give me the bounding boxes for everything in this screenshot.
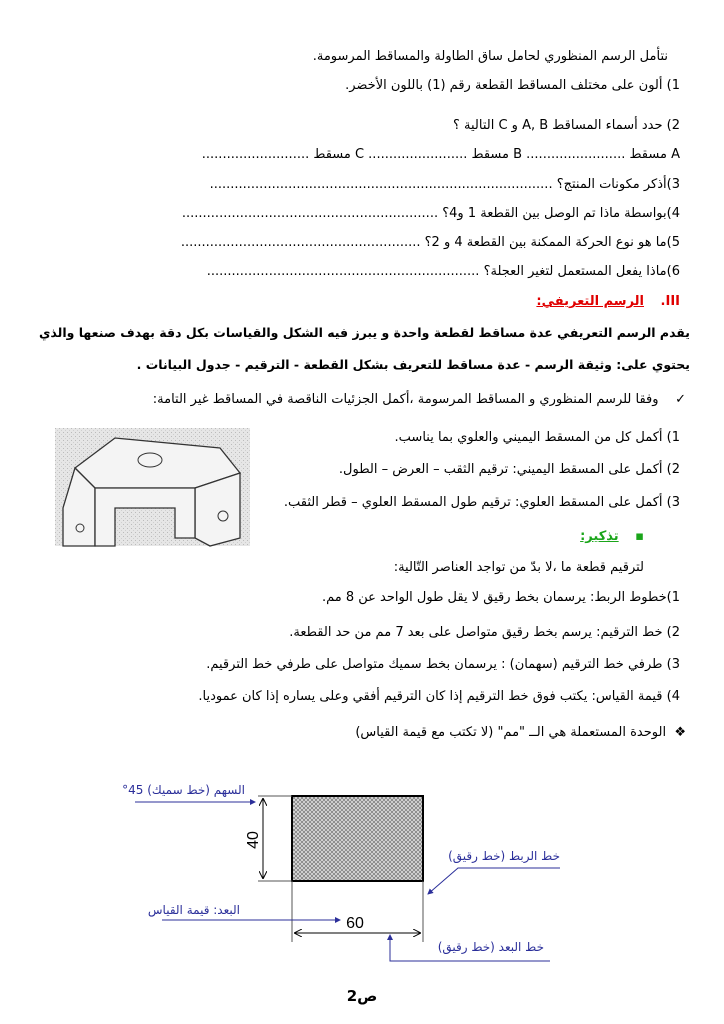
question-3[interactable]: 3)أذكر مكونات المنتج؟ ...................................................................................: [209, 177, 680, 192]
task-3: 3) أكمل على المسقط العلوي: ترقيم طول المسقط العلوي – قطر الثقب.: [283, 495, 680, 510]
page-number: ص2: [346, 987, 378, 1005]
intro-text: نتأمل الرسم المنظوري لحامل ساق الطاولة والمساقط المرسومة.: [312, 49, 668, 64]
width-value: 60: [346, 915, 364, 932]
reminder-item-1: 1)خطوط الربط: يرسمان بخط رقيق لا يقل طول الواحد عن 8 مم.: [321, 590, 680, 605]
extension-line-label: خط الربط (خط رقيق): [448, 849, 560, 863]
bullet-icon: ▪: [635, 529, 644, 544]
instruction: [24, 391, 686, 409]
check-icon: ✓: [675, 392, 686, 407]
dimension-line-label: خط البعد (خط رقيق): [437, 940, 544, 954]
instruction-text: وفقا للرسم المنظوري و المساقط المرسومة ،أكمل الجزئيات الناقصة في المساقط غير التامة:: [152, 392, 659, 407]
question-4[interactable]: 4)بواسطة ماذا تم الوصل بين القطعة 1 و4؟ ..............................................................: [181, 206, 680, 221]
reminder-item-3: 3) طرفي خط الترقيم (سهمان) : يرسمان بخط سميك متواصل على طرفي خط الترقيم.: [206, 657, 680, 672]
height-value: 40: [245, 831, 262, 849]
definition-paragraph-2: يحتوي على: وثيقة الرسم - عدة مساقط للتعريف بشكل القطعة - الترقيم - جدول البيانات .: [136, 357, 690, 372]
part-rectangle: [292, 796, 423, 881]
unit-note-text: الوحدة المستعملة هي الــ "مم" (لا تكتب مع قيمة القياس): [355, 725, 667, 740]
dimensioning-diagram: [122, 770, 580, 970]
question-2: 2) حدد أسماء المساقط A, B و C التالية ؟: [452, 118, 680, 133]
diamond-bullet-icon: ❖: [674, 725, 686, 740]
reminder-item-4: 4) قيمة القياس: يكتب فوق خط الترقيم إذا كان الترقيم أفقي وعلى يساره إذا كان عموديا.: [198, 689, 680, 704]
dimension-value-label: البعد: قيمة القياس: [147, 903, 240, 917]
perspective-drawing-image: [55, 428, 250, 546]
reminder-title: تذكير:: [580, 529, 619, 544]
reminder-item-2: 2) خط الترقيم: يرسم بخط رقيق متواصل على بعد 7 مم من حد القطعة.: [289, 625, 680, 640]
arrow-label: السهم (خط سميك) 45°: [122, 783, 245, 797]
question-6[interactable]: 6)ماذا يفعل المستعمل لتغير العجلة؟ ..................................................................: [206, 264, 680, 279]
task-1: 1) أكمل كل من المسقط اليميني والعلوي بما يناسب.: [394, 430, 680, 445]
question-2-answers[interactable]: A مسقط ........................ B مسقط ........................ C مسقط ..........................: [201, 147, 680, 162]
unit-note: [24, 724, 686, 742]
definition-paragraph-1: يقدم الرسم التعريفي عدة مساقط لقطعة واحدة و يبرز فيه الشكل والقياسات بكل دقة بهدف صنعها والذي: [38, 325, 690, 340]
section-number: III.: [660, 294, 680, 309]
reminder-heading: [260, 528, 644, 546]
reminder-intro: لترقيم قطعة ما ،لا بدّ من تواجد العناصر التّالية:: [393, 560, 644, 575]
section-title: الرسم التعريفي:: [536, 294, 644, 309]
task-2: 2) أكمل على المسقط اليميني: ترقيم الثقب – العرض – الطول.: [338, 462, 680, 477]
section-3-heading: [24, 293, 680, 311]
question-1: 1) ألون على مختلف المساقط القطعة رقم (1) باللون الأخضر.: [345, 78, 680, 93]
question-5[interactable]: 5)ما هو نوع الحركة الممكنة بين القطعة 4 و 2؟ ..........................................................: [180, 235, 680, 250]
